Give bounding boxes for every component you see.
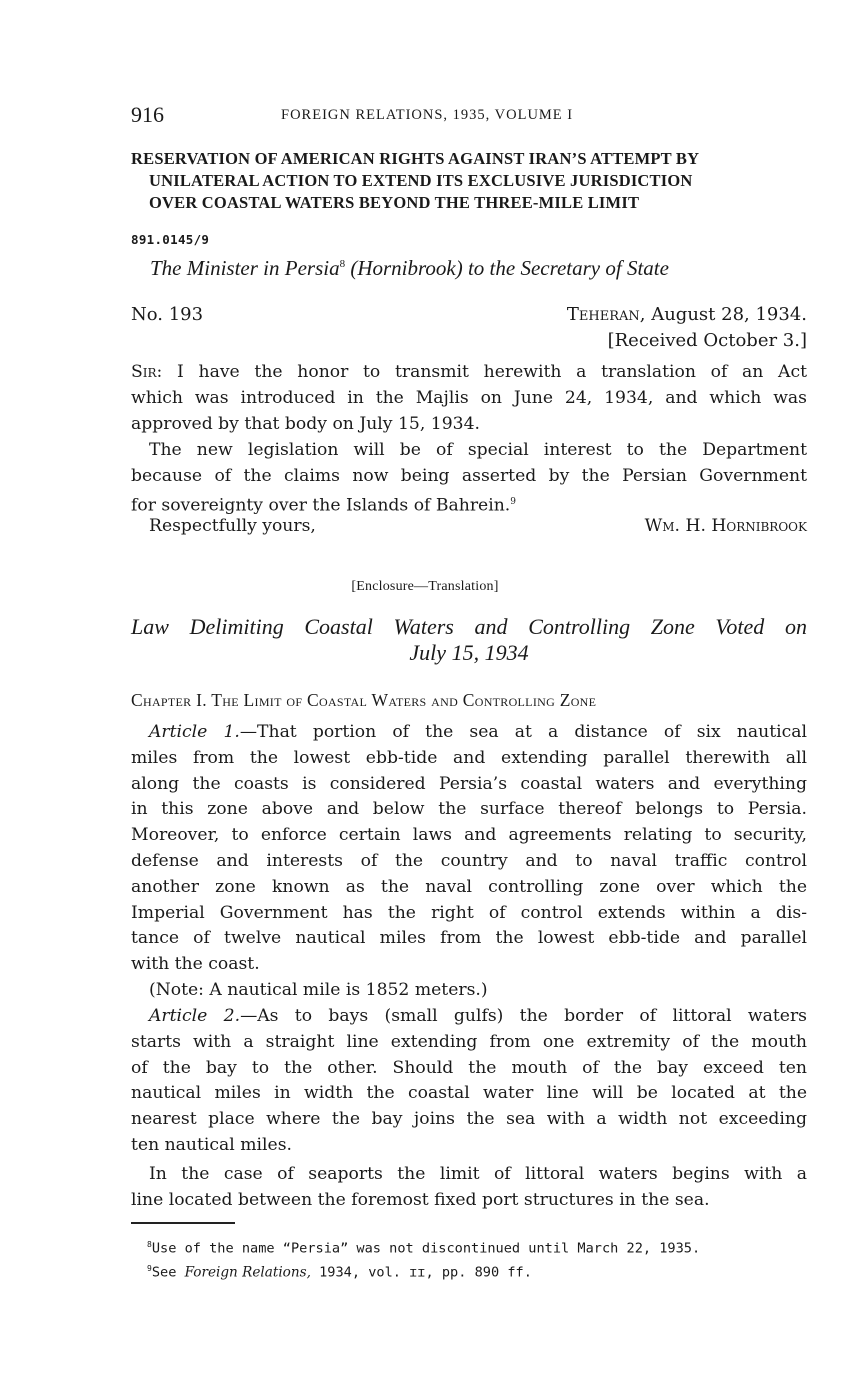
law-title-line: Law Delimiting Coastal Waters and Controlling Zone Voted on: [131, 614, 807, 639]
text-line: —That portion of the sea at a distance of six nautical: [239, 722, 807, 742]
section-heading-line: UNILATERAL ACTION TO EXTEND ITS EXCLUSIVE JURISDICTION: [149, 171, 693, 190]
footnote-citation-title: Foreign Relations,: [184, 1264, 311, 1281]
text-line: —As to bays (small gulfs) the border of littoral waters: [240, 1006, 807, 1026]
received-date: [Received October 3.]: [607, 330, 807, 351]
section-heading-line: RESERVATION OF AMERICAN RIGHTS AGAINST IRAN’S ATTEMPT BY: [131, 149, 700, 168]
text-line: with the coast.: [131, 954, 260, 975]
page-number: 916: [131, 102, 164, 127]
salutation: Sir:: [131, 362, 163, 382]
closing: Respectfully yours,: [149, 516, 316, 536]
law-title-line: July 15, 1934: [409, 640, 529, 665]
text-line: for sovereignty over the Islands of Bahrein.: [131, 495, 511, 516]
dispatch-date: August 28, 1934.: [651, 304, 807, 325]
article-note: (Note: A nautical mile is 1852 meters.): [149, 979, 488, 1000]
article-label: Article 2.: [149, 1006, 241, 1026]
article-label: Article 1.: [149, 722, 240, 742]
letter-paragraph: [131, 360, 807, 437]
footnote-ref: 8: [339, 258, 346, 270]
text-line: miles from the lowest ebb-tide and extending parallel therewith all: [131, 747, 807, 768]
dispatch-number: No. 193: [131, 304, 204, 325]
document-title-part1: The Minister in Persia: [150, 256, 340, 280]
enclosure-label: [Enclosure—Translation]: [351, 579, 499, 594]
footnote-text: 1934, vol. ɪɪ, pp. 890 ff.: [319, 1264, 532, 1281]
document-title: [150, 256, 810, 281]
text-line: tance of twelve nautical miles from the lowest ebb-tide and parallel: [131, 928, 807, 949]
section-heading-line: OVER COASTAL WATERS BEYOND THE THREE-MILE LIMIT: [149, 193, 640, 212]
footnote-rule: [131, 1222, 235, 1224]
file-number: 891.0145/9: [131, 232, 210, 247]
text-line: nearest place where the bay joins the sea with a width not exceeding: [131, 1109, 807, 1130]
text-line: In the case of seaports the limit of littoral waters begins with a: [149, 1164, 807, 1184]
document-title-part2: (Hornibrook) to the Secretary of State: [350, 256, 669, 280]
signature: Wm. H. Hornibrook: [644, 516, 807, 536]
section-heading: [131, 148, 811, 214]
text-line: of the bay to the other. Should the mouth of the bay exceed ten: [131, 1057, 807, 1078]
text-line: line located between the foremost fixed port structures in the sea.: [131, 1189, 710, 1210]
dispatch-place-date: [567, 304, 807, 325]
text-line: ten nautical miles.: [131, 1134, 292, 1155]
text-line: defense and interests of the country and to naval traffic control: [131, 850, 807, 871]
footnote-9: [147, 1259, 807, 1283]
footnotes: [147, 1235, 807, 1282]
text-line: Imperial Government has the right of control extends within a dis-: [131, 902, 807, 923]
text-line: I have the honor to transmit herewith a translation of an Act: [177, 362, 807, 382]
text-line: another zone known as the naval controlling zone over which the: [131, 876, 807, 897]
running-title: FOREIGN RELATIONS, 1935, VOLUME I: [281, 107, 574, 123]
seaports-paragraph: [131, 1162, 807, 1214]
text-line: because of the claims now being asserted by the Persian Government: [131, 465, 807, 486]
article-2: [131, 1004, 807, 1159]
text-line: along the coasts is considered Persia’s coastal waters and everything: [131, 773, 807, 794]
footnote-8: [147, 1235, 807, 1259]
running-head: [131, 102, 807, 130]
text-line: nautical miles in width the coastal water line will be located at the: [131, 1083, 807, 1104]
letter-paragraph: [131, 438, 807, 519]
footnote-text: Use of the name “Persia” was not discontinued until March 22, 1935.: [151, 1240, 701, 1257]
footnote-ref: 9: [510, 496, 516, 507]
text-line: which was introduced in the Majlis on June 24, 1934, and which was: [131, 387, 807, 408]
text-line: approved by that body on July 15, 1934.: [131, 413, 480, 434]
dispatch-place: Teheran,: [566, 304, 646, 325]
footnote-number: 8: [147, 1240, 152, 1249]
text-line: Moreover, to enforce certain laws and agreements relating to security,: [131, 825, 807, 846]
footnote-text: See: [151, 1264, 177, 1281]
text-line: starts with a straight line extending from one extremity of the mouth: [131, 1031, 807, 1052]
article-1: [131, 720, 807, 1004]
footnote-number: 9: [147, 1263, 152, 1273]
chapter-heading: Chapter I. The Limit of Coastal Waters and Controlling Zone: [131, 690, 597, 710]
text-line: in this zone above and below the surface thereof belongs to Persia.: [131, 799, 807, 820]
text-line: The new legislation will be of special interest to the Department: [149, 440, 807, 460]
law-title: [131, 614, 807, 666]
